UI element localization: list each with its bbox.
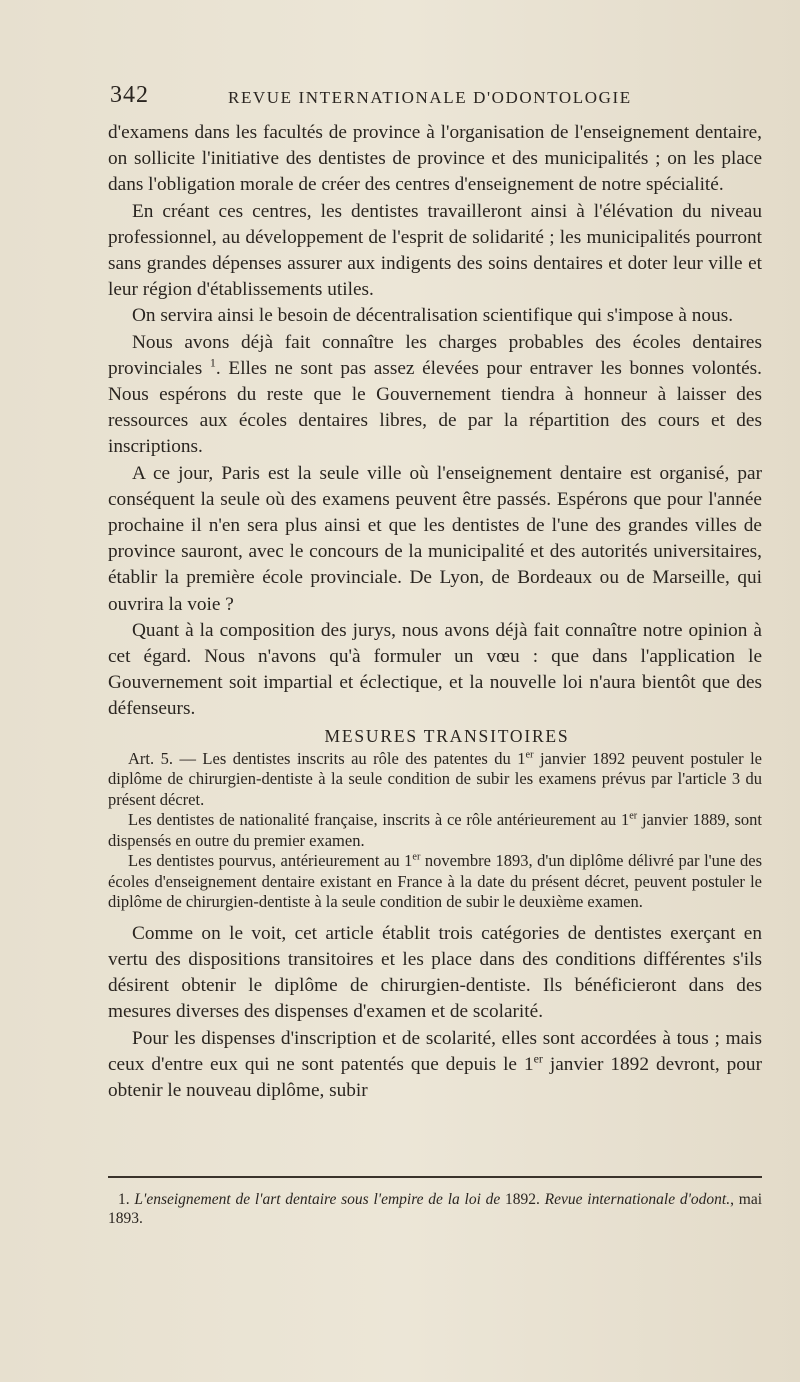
footnote-rule bbox=[108, 1176, 762, 1178]
law-text: Art. 5. — Les dentistes inscrits au rôle des patentes du 1 bbox=[128, 748, 526, 768]
footnote-journal: Revue internationale d'odont. bbox=[544, 1191, 731, 1208]
law-text: janvier 1889, sont dispensés en outre du premier examen. bbox=[108, 810, 762, 850]
paragraph bbox=[108, 330, 762, 461]
main-text bbox=[108, 120, 762, 1104]
paragraph: Comme on le voit, cet article établit trois catégories de dentistes exerçant en vertu des dispositions transitoires et les place dans des conditions différentes s'ils désirent obtenir le diplôme de chirurgien-dentiste. Ils bénéficieront dans des mesures diverses des dispenses d'examen et de scolarité. bbox=[108, 922, 762, 1023]
law-text: janvier 1892 peuvent postuler le diplôme de chirurgien-dentiste à la seule condition de subir les examens prévus par l'article 3 du présent décret. bbox=[108, 748, 762, 809]
ordinal-superscript: er bbox=[525, 749, 534, 761]
ordinal-superscript: er bbox=[533, 1051, 543, 1066]
footnote bbox=[108, 1190, 762, 1228]
footnote-title: L'enseignement de l'art dentaire sous l'empire de la loi de bbox=[134, 1191, 501, 1208]
law-article bbox=[108, 810, 762, 851]
paragraph: Quant à la composition des jurys, nous avons déjà fait connaître notre opinion à cet égard. Nous n'avons qu'à formuler un vœu : que dans l'application le Gouvernement soit impartial et éclectique, et la nouvelle loi n'aura bientôt que des défenseurs. bbox=[108, 619, 762, 720]
paragraph bbox=[108, 1026, 762, 1105]
paragraph-text: . Elles ne sont pas assez élevées pour entraver les bonnes volontés. Nous espérons du reste que le Gouvernement tiendra à honneur à laisser des ressources aux écoles dentaires libres, de par la répartition des cours et des inscriptions. bbox=[108, 357, 762, 458]
section-heading: MESURES TRANSITOIRES bbox=[324, 725, 570, 746]
paragraph: d'examens dans les facultés de province à l'organisation de l'enseignement dentaire, on sollicite l'initiative des dentistes de province et des municipalités ; on les place dans l'obligation morale de créer des centres d'enseignement de notre spécialité. bbox=[108, 122, 762, 196]
footnote-reference: 1 bbox=[209, 355, 216, 370]
law-text: Les dentistes de nationalité française, inscrits à ce rôle antérieurement au 1 bbox=[128, 810, 630, 830]
ordinal-superscript: er bbox=[412, 851, 421, 863]
law-article bbox=[108, 749, 762, 811]
paragraph-text: Pour les dispenses d'inscription et de scolarité, elles sont accordées à tous ; mais ceux d'entre eux qui ne sont patentés que depuis le 1 bbox=[108, 1027, 762, 1075]
paragraph: En créant ces centres, les dentistes travailleront ainsi à l'élévation du niveau professionnel, au développement de l'esprit de solidarité ; les municipalités pourront sans grandes dépenses assurer aux indigents des soins dentaires et doter leur ville et leur région d'établissements utiles. bbox=[108, 200, 762, 301]
paragraph-text: janvier 1892 devront, pour obtenir le nouveau diplôme, subir bbox=[108, 1053, 762, 1102]
footnote-date: , mai 1893. bbox=[108, 1191, 763, 1227]
law-text: Les dentistes pourvus, antérieurement au 1 bbox=[128, 851, 413, 871]
ordinal-superscript: er bbox=[629, 810, 638, 822]
paragraph: A ce jour, Paris est la seule ville où l'enseignement dentaire est organisé, par conséquent la seule où des examens peuvent être passés. Espérons que pour l'année prochaine il n'en sera plus ainsi et que les dentistes de l'une des grandes villes de province sauront, avec le concours de la municipalité et des autorités universitaires, établir la première école provinciale. De Lyon, de Bordeaux ou de Marseille, qui ouvrira la voie ? bbox=[108, 462, 762, 615]
paragraph-text: Nous avons déjà fait connaître les charges probables des écoles dentaires provinciales bbox=[108, 331, 762, 379]
law-text: novembre 1893, d'un diplôme délivré par l'une des écoles d'enseignement dentaire existant en France à la date du présent décret, peuvent postuler le diplôme de chirurgien-dentiste à la seule condition de subir le deuxième examen. bbox=[108, 851, 762, 912]
footnote-year: 1892. bbox=[500, 1191, 545, 1208]
page-header bbox=[110, 82, 770, 112]
law-excerpt bbox=[108, 749, 762, 913]
paragraph: On servira ainsi le besoin de décentralisation scientifique qui s'impose à nous. bbox=[132, 305, 734, 327]
law-article bbox=[108, 851, 762, 913]
footnote-number: 1. bbox=[118, 1191, 130, 1208]
running-title: REVUE INTERNATIONALE D'ODONTOLOGIE bbox=[228, 88, 632, 107]
page-number: 342 bbox=[110, 82, 149, 108]
